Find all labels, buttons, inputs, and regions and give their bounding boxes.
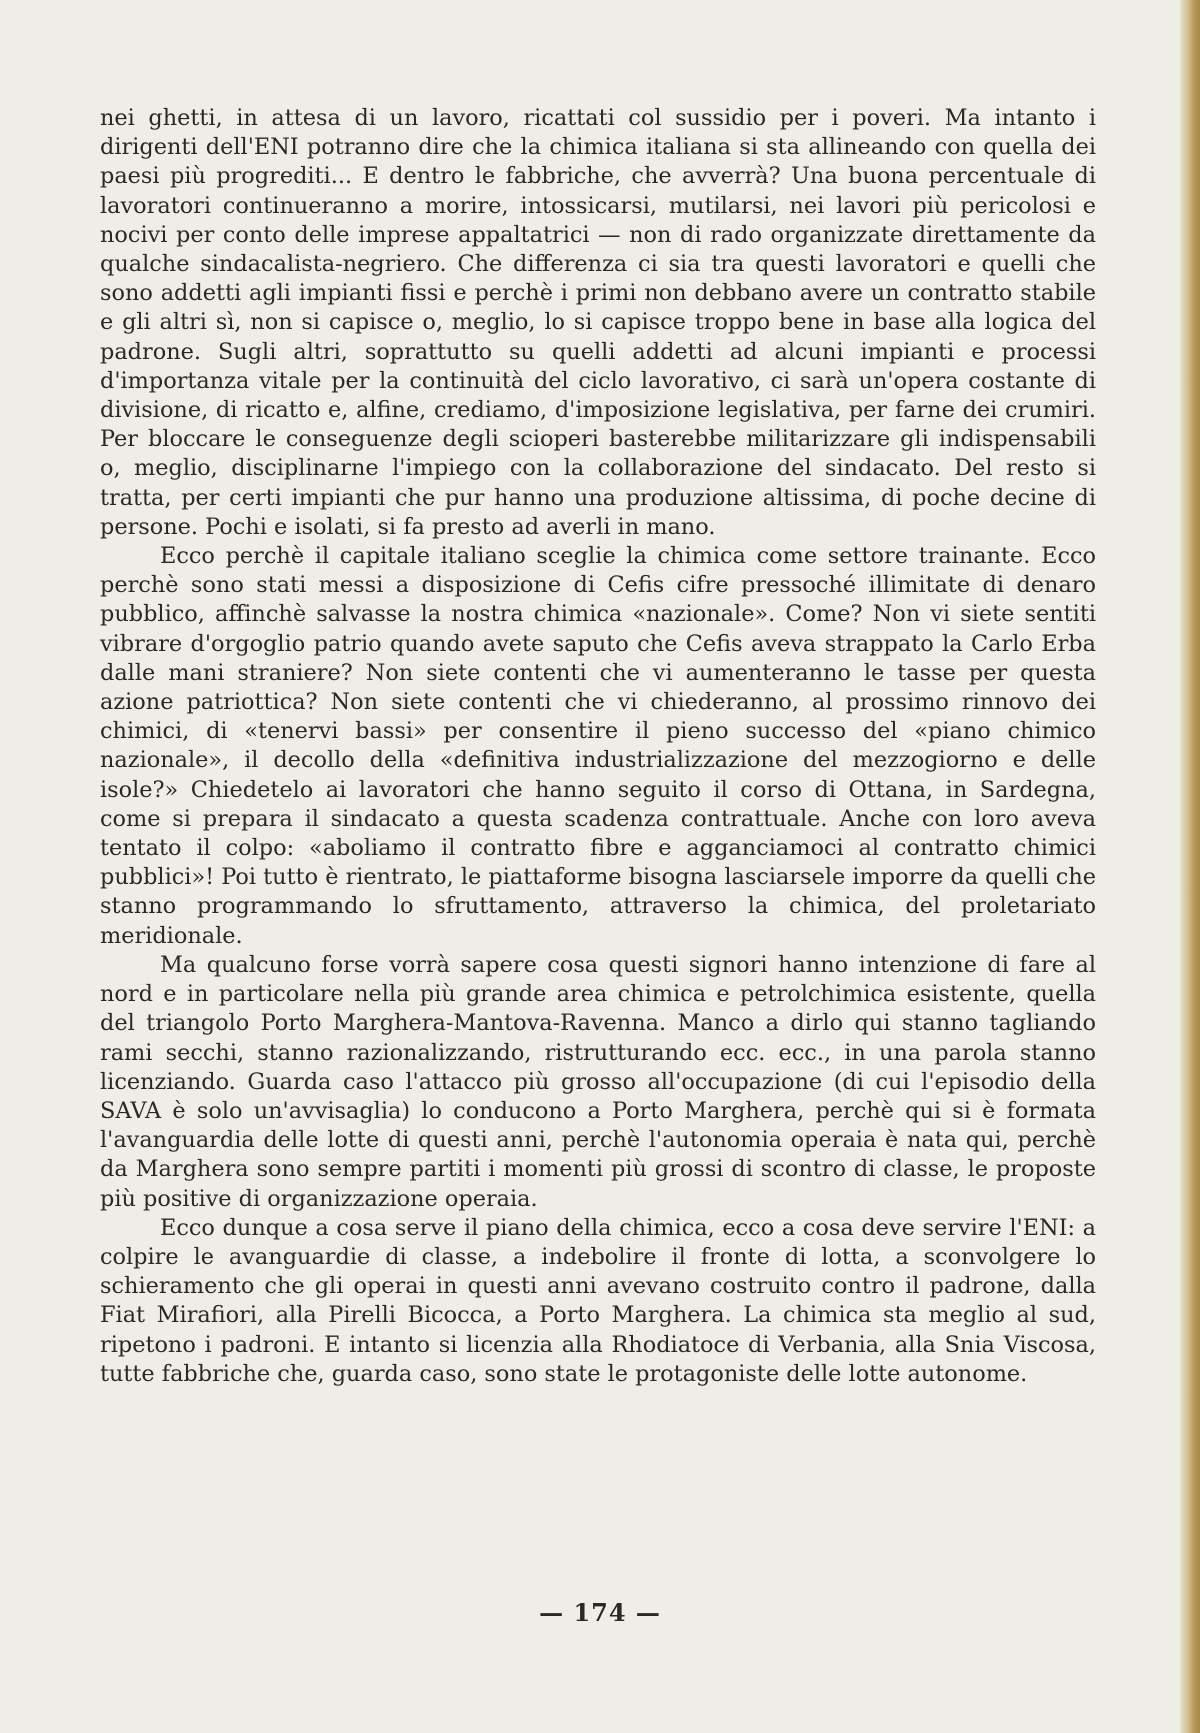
body-text (100, 104, 1096, 1389)
page-number: — 174 — (539, 1598, 661, 1627)
paragraph-3: Ma qualcuno forse vorrà sapere cosa questi signori hanno intenzione di fare al nord e in particolare nella più grande area chimica e petrolchimica esistente, quella del triangolo Porto Marghera-Mantova-Ravenna. Manco a dirlo qui stanno tagliando rami secchi, stanno razionalizzando, ristrutturando ecc. ecc., in una parola stanno licenziando. Guarda caso l'attacco più grosso all'occupazione (di cui l'episodio della SAVA è solo un'avvisaglia) lo conducono a Porto Marghera, perchè qui si è formata l'avanguardia delle lotte di questi anni, perchè l'autonomia operaia è nata qui, perchè da Marghera sono sempre partiti i momenti più grossi di scontro di classe, le proposte più positive di organizzazione operaia. (100, 951, 1096, 1212)
paragraph-4: Ecco dunque a cosa serve il piano della chimica, ecco a cosa deve servire l'ENI: a colpire le avanguardie di classe, a indebolire il fronte di lotta, a sconvolgere lo schieramento che gli operai in questi anni avevano costruito contro il padrone, dalla Fiat Mirafiori, alla Pirelli Bicocca, a Porto Marghera. La chimica sta meglio al sud, ripetono i padroni. E intanto si licenzia alla Rhodiatoce di Verbania, alla Snia Viscosa, tutte fabbriche che, guarda caso, sono state le protagoniste delle lotte autonome. (100, 1214, 1096, 1387)
paragraph-2: Ecco perchè il capitale italiano sceglie la chimica come settore trainante. Ecco perchè sono stati messi a disposizione di Cefis cifre pressoché illimitate di denaro pubblico, affinchè salvasse la nostra chimica «nazionale». Come? Non vi siete sentiti vibrare d'orgoglio patrio quando avete saputo che Cefis aveva strappato la Carlo Erba dalle mani straniere? Non siete contenti che vi aumenteranno le tasse per questa azione patriottica? Non siete contenti che vi chiederanno, al prossimo rinnovo dei chimici, di «tenervi bassi» per consentire il pieno successo del «piano chimico nazionale», il decollo della «definitiva industrializzazione del mezzogiorno e delle isole?» Chiedetelo ai lavoratori che hanno seguito il corso di Ottana, in Sardegna, come si prepara il sindacato a questa scadenza contrattuale. Anche con loro aveva tentato il colpo: «aboliamo il contratto fibre e agganciamoci al contratto chimici pubblici»! Poi tutto è rientrato, le piattaforme bisogna lasciarsele imporre da quelli che stanno programmando lo sfruttamento, attraverso la chimica, del proletariato meridionale. (100, 543, 1096, 949)
paragraph-1: nei ghetti, in attesa di un lavoro, ricattati col sussidio per i poveri. Ma intanto i dirigenti dell'ENI potranno dire che la chimica italiana si sta allineando con quella dei paesi più progrediti... E dentro le fabbriche, che avverrà? Una buona percentuale di lavoratori continueranno a morire, intossicarsi, mutilarsi, nei lavori più pericolosi e nocivi per conto delle imprese appaltatrici — non di rado organizzate direttamente da qualche sindacalista-negriero. Che differenza ci sia tra questi lavoratori e quelli che sono addetti agli impianti fissi e perchè i primi non debbano avere un contratto stabile e gli altri sì, non si capisce o, meglio, lo si capisce troppo bene in base alla logica del padrone. Sugli altri, soprattutto su quelli addetti ad alcuni impianti e processi d'importanza vitale per la continuità del ciclo lavorativo, ci sarà un'opera costante di divisione, di ricatto e, alfine, crediamo, d'imposizione legislativa, per farne dei crumiri. Per bloccare le conseguenze degli scioperi basterebbe militarizzare gli indispensabili o, meglio, disciplinarne l'impiego con la collaborazione del sindacato. Del resto si tratta, per certi impianti che pur hanno una produzione altissima, di poche decine di persone. Pochi e isolati, si fa presto ad averli in mano. (100, 105, 1096, 540)
page-edge-shadow (1180, 0, 1200, 1733)
